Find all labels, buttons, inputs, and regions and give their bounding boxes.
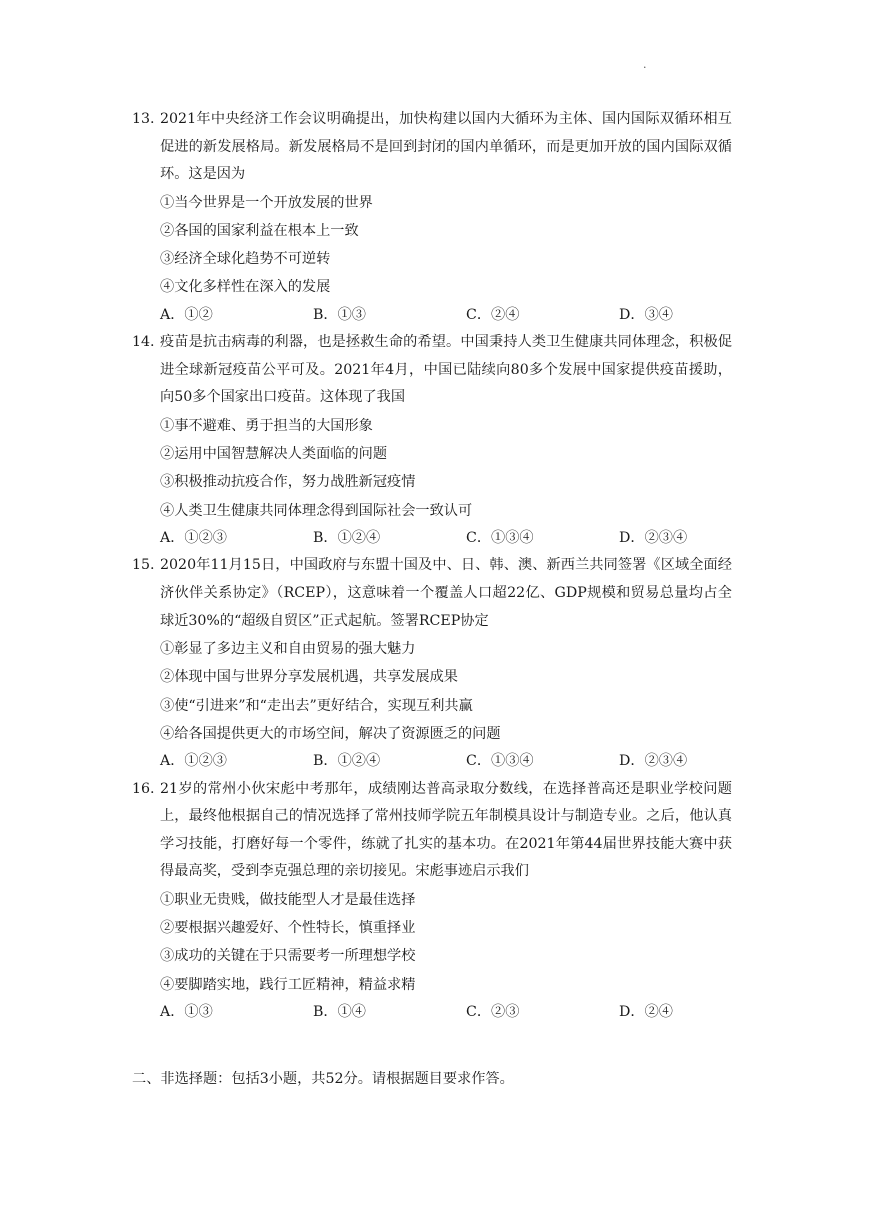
statement-2: ②运用中国智慧解决人类面临的问题: [160, 446, 388, 463]
answer-choices: [160, 999, 732, 1027]
question-number: 14.: [132, 334, 155, 351]
statement-2: ②体现中国与世界分享发展机遇，共享发展成果: [160, 669, 458, 686]
answer-choices: [160, 525, 732, 553]
statement-2: ②各国的国家利益在根本上一致: [160, 222, 359, 239]
section-heading-non-choice: 二、非选择题：包括3小题，共52分。请根据题目要求作答。: [132, 1071, 514, 1087]
choice-c[interactable]: C．②③: [466, 1003, 520, 1020]
choice-d[interactable]: D．②③④: [619, 752, 688, 769]
question-stem: 21岁的常州小伙宋彪中考那年，成绩刚达普高录取分数线，在选择普高还是职业学校问题上，最终他根据自己的情况选择了常州技师学院五年制模具设计与制造专业。之后，他认真学习技能，打磨好每一个零件，练就了扎实的基本功。在2021年第44届世界技能大赛中获得最高奖，受到李克强总理的亲切接见。宋彪事迹启示我们: [160, 780, 732, 880]
choice-a[interactable]: A．①②: [160, 306, 213, 323]
choice-b[interactable]: B．①③: [313, 306, 366, 323]
choice-a[interactable]: A．①②③: [160, 752, 227, 769]
question-13: [132, 106, 732, 329]
choice-d[interactable]: D．②③④: [619, 529, 688, 546]
page-marker: .: [643, 58, 647, 71]
statement-4: ④人类卫生健康共同体理念得到国际社会一致认可: [160, 502, 473, 519]
question-stem: 2020年11月15日，中国政府与东盟十国及中、日、韩、澳、新西兰共同签署《区域全面经济伙伴关系协定》（RCEP），这意味着一个覆盖人口超22亿、GDP规模和贸易总量均占全球近30%的“超级自贸区”正式起航。签署RCEP协定: [160, 557, 732, 629]
statement-2: ②要根据兴趣爱好、个性特长，慎重择业: [160, 920, 416, 937]
choice-c[interactable]: C．②④: [466, 306, 520, 323]
statement-3: ③使“引进来”和“走出去”更好结合，实现互利共赢: [160, 697, 473, 714]
statement-4: ④文化多样性在深入的发展: [160, 279, 331, 296]
choice-a[interactable]: A．①②③: [160, 529, 227, 546]
statement-1: ①彰显了多边主义和自由贸易的强大魅力: [160, 641, 416, 658]
statement-4: ④给各国提供更大的市场空间，解决了资源匮乏的问题: [160, 725, 501, 742]
choice-c[interactable]: C．①③④: [466, 752, 534, 769]
choice-d[interactable]: D．②④: [619, 1003, 673, 1020]
choice-a[interactable]: A．①③: [160, 1003, 213, 1020]
question-number: 16.: [132, 780, 155, 797]
question-16: [132, 776, 732, 1027]
question-number: 15.: [132, 557, 155, 574]
answer-choices: [160, 748, 732, 776]
statement-1: ①职业无贵贱，做技能型人才是最佳选择: [160, 891, 416, 908]
choice-c[interactable]: C．①③④: [466, 529, 534, 546]
statement-4: ④要脚踏实地，践行工匠精神，精益求精: [160, 976, 416, 993]
statement-1: ①当今世界是一个开放发展的世界: [160, 194, 373, 211]
question-stem: 疫苗是抗击病毒的利器，也是拯救生命的希望。中国秉持人类卫生健康共同体理念，积极促进全球新冠疫苗公平可及。2021年4月，中国已陆续向80多个发展中国家提供疫苗援助，向50多个国家出口疫苗。这体现了我国: [160, 334, 732, 406]
choice-d[interactable]: D．③④: [619, 306, 673, 323]
question-stem: 2021年中央经济工作会议明确提出，加快构建以国内大循环为主体、国内国际双循环相互促进的新发展格局。新发展格局不是回到封闭的国内单循环，而是更加开放的国内国际双循环。这是因为: [160, 111, 732, 183]
statement-3: ③积极推动抗疫合作，努力战胜新冠疫情: [160, 474, 416, 491]
question-list: [132, 106, 732, 1026]
question-15: [132, 552, 732, 775]
statement-1: ①事不避难、勇于担当的大国形象: [160, 417, 373, 434]
choice-b[interactable]: B．①②④: [313, 529, 381, 546]
answer-choices: [160, 302, 732, 330]
choice-b[interactable]: B．①②④: [313, 752, 381, 769]
statement-3: ③成功的关键在于只需要考一所理想学校: [160, 948, 416, 965]
question-number: 13.: [132, 111, 155, 127]
question-14: [132, 329, 732, 552]
statement-3: ③经济全球化趋势不可逆转: [160, 251, 331, 268]
choice-b[interactable]: B．①④: [313, 1003, 366, 1020]
